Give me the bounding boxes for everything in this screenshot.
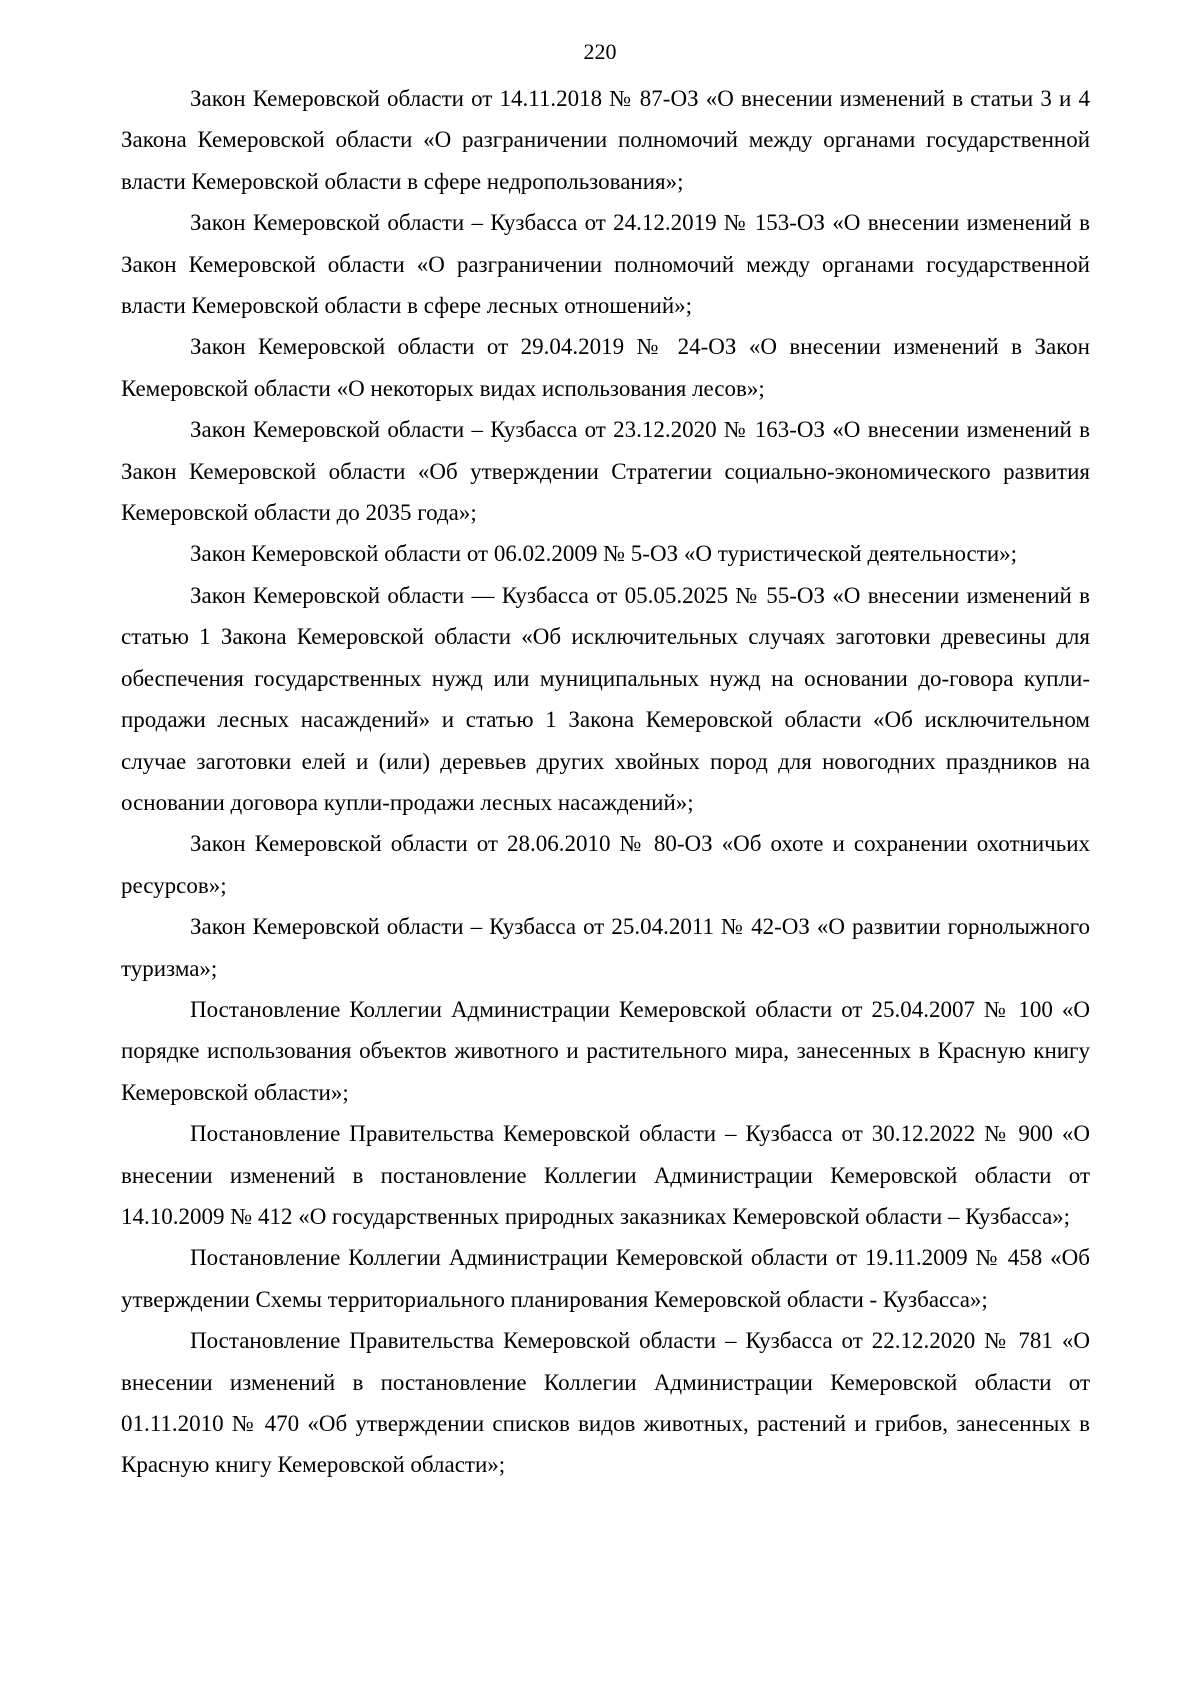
document-body [121,78,1090,1486]
paragraph-law-80-oz: Закон Кемеровской области от 28.06.2010 № 80-ОЗ «Об охоте и сохранении охотничьих ресурсов»; [121,831,1090,898]
paragraph-law-55-oz: Закон Кемеровской области — Кузбасса от 05.05.2025 № 55-ОЗ «О внесении изменений в статью 1 Закона Кемеровской области «Об исключительных случаях заготовки древесины для обеспечения государственных нужд или муниципальных нужд на основании до-говора купли-продажи лесных насаждений» и статью 1 Закона Кемеровской области «Об исключительном случае заготовки елей и (или) деревьев других хвойных пород для новогодних праздников на основании договора купли-продажи лесных насаждений»; [121,582,1090,815]
paragraph-law-5-oz: Закон Кемеровской области от 06.02.2009 № 5-ОЗ «О туристической деятельности»; [190,541,1018,567]
paragraph-law-42-oz: Закон Кемеровской области – Кузбасса от 25.04.2011 № 42-ОЗ «О развитии горнолыжного туризма»; [121,914,1090,981]
paragraph-resolution-458: Постановление Коллегии Администрации Кемеровской области от 19.11.2009 № 458 «Об утверждении Схемы территориального планирования Кемеровской области - Кузбасса»; [121,1245,1090,1312]
paragraph-law-153-oz: Закон Кемеровской области – Кузбасса от 24.12.2019 № 153-ОЗ «О внесении изменений в Закон Кемеровской области «О разграничении полномочий между органами государственной власти Кемеровской области в сфере лесных отношений»; [121,210,1090,319]
paragraph-law-24-oz: Закон Кемеровской области от 29.04.2019 № 24-ОЗ «О внесении изменений в Закон Кемеровской области «О некоторых видах использования лесов»; [121,334,1090,401]
paragraph-resolution-900: Постановление Правительства Кемеровской области – Кузбасса от 30.12.2022 № 900 «О внесении изменений в постановление Коллегии Администрации Кемеровской области от 14.10.2009 № 412 «О государственных природных заказниках Кемеровской области – Кузбасса»; [121,1121,1090,1229]
paragraph-law-87-oz: Закон Кемеровской области от 14.11.2018 № 87-ОЗ «О внесении изменений в статьи 3 и 4 Закона Кемеровской области «О разграничении полномочий между органами государственной власти Кемеровской области в сфере недропользования»; [121,86,1090,194]
paragraph-resolution-781: Постановление Правительства Кемеровской области – Кузбасса от 22.12.2020 № 781 «О внесении изменений в постановление Коллегии Администрации Кемеровской области от 01.11.2010 № 470 «Об утверждении списков видов животных, растений и грибов, занесенных в Красную книгу Кемеровской области»; [121,1328,1090,1478]
page-number: 220 [583,39,617,64]
paragraph-law-163-oz: Закон Кемеровской области – Кузбасса от 23.12.2020 № 163-ОЗ «О внесении изменений в Закон Кемеровской области «Об утверждении Стратегии социально-экономического развития Кемеровской области до 2035 года»; [121,417,1090,526]
paragraph-resolution-100: Постановление Коллегии Администрации Кемеровской области от 25.04.2007 № 100 «О порядке использования объектов животного и растительного мира, занесенных в Красную книгу Кемеровской области»; [121,996,1090,1105]
